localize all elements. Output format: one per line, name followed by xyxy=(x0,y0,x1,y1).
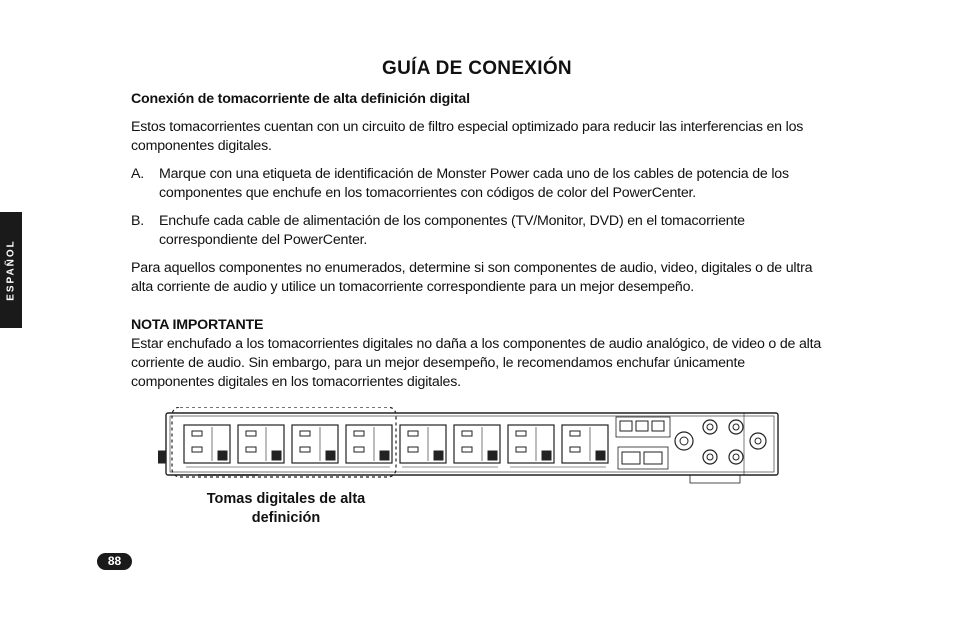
step-text: Enchufe cada cable de alimentación de los componentes (TV/Monitor, DVD) en el tomacorriente correspondiente del PowerCenter. xyxy=(159,213,745,248)
other-components-paragraph: Para aquellos componentes no enumerados, determine si son componentes de audio, video, digitales o de ultra alta corriente de audio y utilice un tomacorriente correspondiente para un mejor desempeño. xyxy=(131,260,813,295)
step-letter: B. xyxy=(131,213,145,229)
note-text: Estar enchufado a los tomacorrientes digitales no daña a los componentes de audio analógico, de video o de alta corriente de audio. Sin embargo, para un mejor desempeño, le recomendamos enchufar únicamente componentes digitales en los tomacorrientes digitales. xyxy=(131,336,822,390)
step-b xyxy=(131,212,821,250)
note-heading: NOTA IMPORTANTE xyxy=(131,317,264,333)
step-text: Marque con una etiqueta de identificación de Monster Power cada uno de los cables de potencia de los componentes que enchufe en los tomacorrientes con códigos de color del PowerCenter. xyxy=(159,166,789,201)
step-letter: A. xyxy=(131,166,145,182)
section-heading: Conexión de tomacorriente de alta definición digital xyxy=(131,91,470,107)
powercenter-back-panel-drawing xyxy=(158,407,782,489)
language-side-tab xyxy=(0,212,22,328)
language-label: ESPAÑOL xyxy=(5,239,17,301)
figure-caption: Tomas digitales de alta definición xyxy=(206,491,366,526)
main-content xyxy=(131,90,821,392)
step-a xyxy=(131,165,821,203)
section-intro: Estos tomacorrientes cuentan con un circuito de filtro especial optimizado para reducir las interferencias en los componentes digitales. xyxy=(131,119,804,154)
page-title: GUÍA DE CONEXIÓN xyxy=(382,58,572,79)
powercenter-illustration xyxy=(158,407,782,489)
page-number: 88 xyxy=(97,553,132,570)
